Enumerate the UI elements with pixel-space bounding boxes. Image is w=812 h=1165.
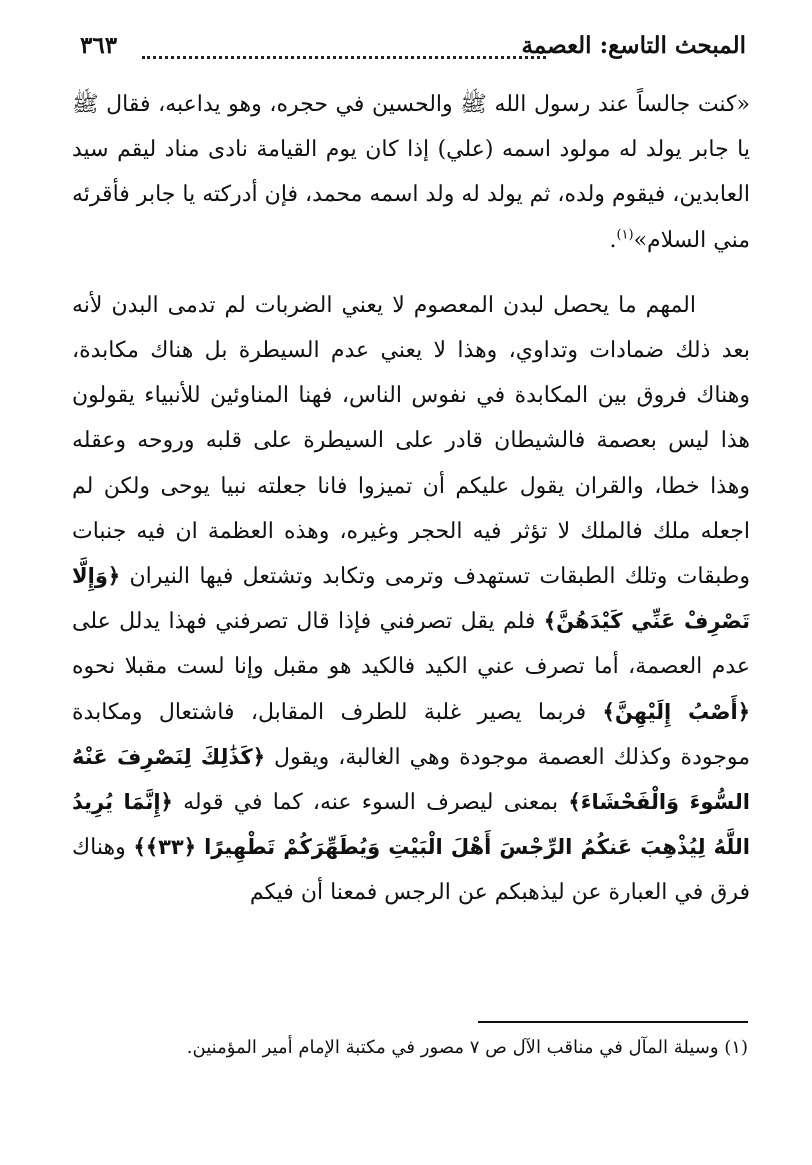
text-segment: المهم ما يحصل لبدن المعصوم لا يعني الضربات لم تدمى البدن لأنه بعد ذلك ضمادات وتداوي، وهذا لا يعني عدم السيطرة بل هناك مكابدة، وهناك فروق بين المكابدة في نفوس الناس، فهنا المناوئين للأنبياء يقولون هذا ليس بعصمة فالشيطان قادر على السيطرة على قلبه وروحه وعقله وهذا خطا، والقران يقول عليكم أن تميزوا فانا جعلته نبيا يوحى ولكن لم اجعله ملك فالملك لا تؤثر فيه الحجر وغيره، وهذه العظمة ان فيه جنبات وطبقات وتلك الطبقات تستهدف وترمى وتكابد وتشتعل فيها النيران [72, 292, 750, 590]
hadith-text: «كنت جالساً عند رسول الله ﷺ والحسين في حجره، وهو يداعبه، فقال ﷺ يا جابر يولد له مولود اسمه (علي) إذا كان يوم القيامة نادى مناد ليقم سيد العابدين، فيقوم ولده، ثم يولد له ولد اسمه محمد، فإن أدركته يا جابر فأقرئه مني السلام» [72, 92, 750, 253]
footnote-marker: (١) [616, 227, 634, 243]
main-text [72, 82, 750, 916]
text-segment: فلم يقل تصرفني فإذا قال تصرفني فهذا يدلل على عدم العصمة، أما تصرف عني الكيد فالكيد هو مقبل وإنا لست مقبلا نحوه [72, 609, 750, 680]
quran-verse: ﴿أَصْبُ إِلَيْهِنَّ﴾ [602, 699, 751, 724]
hadith-end: . [609, 227, 617, 253]
quran-verse: ﴿وَإِلَّا تَصْرِفْ عَنِّي كَيْدَهُنَّ﴾ [72, 564, 751, 634]
paragraph-hadith [72, 82, 750, 263]
text-segment: بمعنى ليصرف السوء عنه، كما في قوله [172, 790, 569, 816]
dotted-leader [142, 56, 546, 59]
paragraph-commentary [72, 283, 750, 916]
text-segment: فربما يصير غلبة للطرف المقابل، فاشتعال ومكابدة موجودة وكذلك العصمة موجودة وهي الغالبة، ويقول [72, 699, 750, 770]
quran-verse: ﴿كَذَٰلِكَ لِنَصْرِفَ عَنْهُ السُّوءَ وَالْفَحْشَاءَ﴾ [72, 744, 750, 815]
quran-verse: ﴿إِنَّمَا يُرِيدُ اللَّهُ لِيُذْهِبَ عَنكُمُ الرِّجْسَ أَهْلَ الْبَيْتِ وَيُطَهِّرَكُمْ تَطْهِيرًا ﴿٣٣﴾﴾ [72, 790, 750, 860]
page-number: ٣٦٣ [80, 32, 118, 59]
footnote: (١) وسيلة المآل في مناقب الآل ص ٧ مصور في مكتبة الإمام أمير المؤمنين. [186, 1037, 748, 1058]
running-title: المبحث التاسع: العصمة [521, 32, 746, 59]
page-header [80, 30, 746, 74]
footnote-divider [478, 1021, 748, 1023]
text-segment: وهناك فرق في العبارة عن ليذهبكم عن الرجس فمعنا أن فيكم [72, 835, 750, 906]
